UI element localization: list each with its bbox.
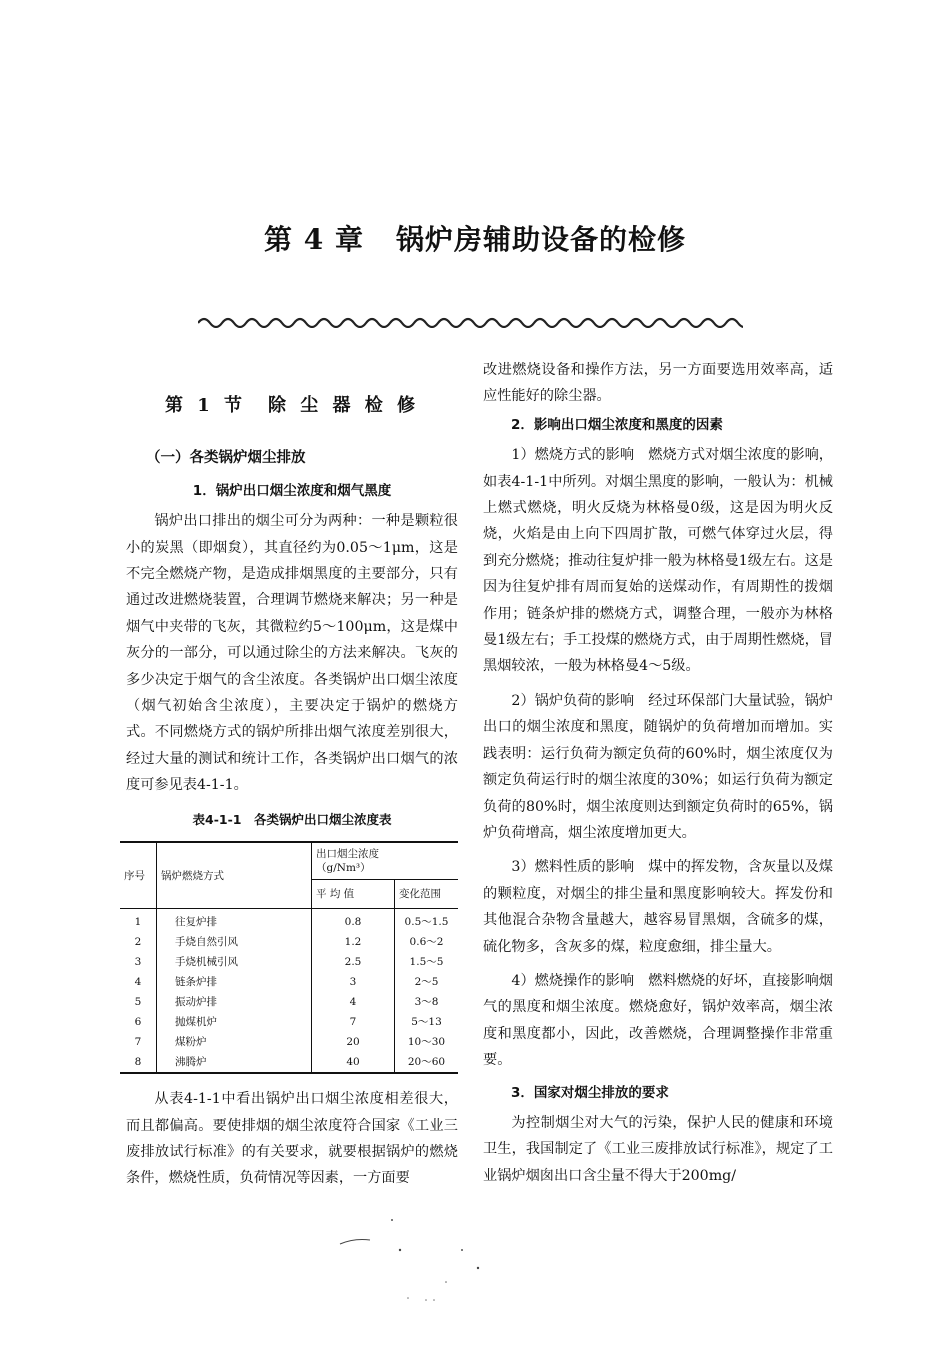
section-title: 第 1 节 除 尘 器 检 修 — [164, 395, 420, 416]
subsection-heading: （一）各类锅炉烟尘排放 — [146, 450, 306, 467]
item-combustion-operation: 4）燃烧操作的影响 燃料燃烧的好坏，直接影响烟气的黑度和烟尘浓度。燃烧愈好，锅炉效率高，烟尘浓度和黑度都小，因此，改善燃烧，合理调整操作非常重要。 — [483, 972, 833, 1069]
cell-type: 手烧机械引风 — [157, 952, 312, 972]
scan-specks — [330, 1210, 530, 1310]
left-column — [126, 360, 458, 1192]
cell-no: 6 — [120, 1012, 157, 1032]
para-continued: 改进燃烧设备和操作方法，另一方面要选用效率高，适应性能好的除尘器。 — [483, 362, 833, 405]
col-header-avg: 平 均 值 — [312, 880, 395, 909]
cell-no: 1 — [120, 909, 157, 933]
cell-avg: 3 — [312, 972, 395, 992]
cell-avg: 20 — [312, 1032, 395, 1052]
cell-no: 2 — [120, 932, 157, 952]
cell-range: 5～13 — [411, 1016, 442, 1029]
cell-no: 5 — [120, 992, 157, 1012]
cell-range: 3～8 — [414, 996, 439, 1009]
cell-type: 振动炉排 — [157, 992, 312, 1012]
cell-range: 0.6～2 — [409, 936, 444, 949]
item-combustion-method: 1）燃烧方式的影响 燃烧方式对烟尘浓度的影响，如表4-1-1中所列。对烟尘黑度的影响，一般认为：机械上燃式燃烧，明火反烧为林格曼0级，这是因为明火反烧，火焰是由上向下四周扩散，可燃气体穿过火层，得到充分燃烧；推动往复炉排一般为林格曼1级左右。这是因为往复炉排有周而复始的送煤动作，有周期性的拨烟作用；链条炉排的燃烧方式，调整合理，一般亦为林格曼1级左右；手工投煤的燃烧方式，由于周期性燃烧，冒黑烟较浓，一般为林格曼4～5级。 — [483, 447, 833, 675]
cell-range: 1.5～5 — [409, 956, 444, 969]
item-boiler-load: 2）锅炉负荷的影响 经过环保部门大量试验，锅炉出口的烟尘浓度和黑度，随锅炉的负荷增加而增加。实践表明：运行负荷为额定负荷的60%时，烟尘浓度仅为额定负荷运行时的烟尘浓度的30%；如运行负荷为额定负荷的80%时，烟尘浓度则达到额定负荷时的65%，锅炉负荷增高，烟尘浓度增加更大。 — [483, 692, 833, 841]
col-header-conc-label: 出口烟尘浓度 — [316, 848, 379, 861]
col-header-conc-unit: （g/Nm³） — [316, 862, 371, 875]
table-row — [120, 1012, 458, 1032]
col-header-range: 变化范围 — [395, 880, 459, 909]
cell-type: 手烧自然引风 — [157, 932, 312, 952]
cell-type: 煤粉炉 — [157, 1032, 312, 1052]
table-row — [120, 909, 458, 933]
cell-range: 2～5 — [414, 976, 439, 989]
cell-no: 8 — [120, 1052, 157, 1073]
cell-no: 4 — [120, 972, 157, 992]
cell-avg: 2.5 — [312, 952, 395, 972]
emission-table — [120, 841, 458, 1074]
table-row — [120, 972, 458, 992]
cell-avg: 4 — [312, 992, 395, 1012]
table-row — [120, 952, 458, 972]
para-emission-types: 锅炉出口排出的烟尘可分为两种：一种是颗粒很小的炭黑（即烟炱），其直径约为0.05～1μm，这是不完全燃烧产物，是造成排烟黑度的主要部分，只有通过改进燃烧装置，合理调节燃烧来解决；另一种是烟气中夹带的飞灰，其微粒约5～100μm，这是煤中灰分的一部分，可以通过除尘的方法来解决。飞灰的多少决定于烟气的含尘浓度。各类锅炉出口烟尘浓度（烟气初始含尘浓度），主要决定于锅炉的燃烧方式。不同燃烧方式的锅炉所排出烟气浓度差别很大，经过大量的测试和统计工作，各类锅炉出口烟气的浓度可参见表4-1-1。 — [126, 513, 458, 794]
right-column — [483, 357, 833, 1189]
sub3-title: 3．国家对烟尘排放的要求 — [511, 1084, 669, 1101]
cell-no: 7 — [120, 1032, 157, 1052]
table-caption: 表4-1-1 各类锅炉出口烟尘浓度表 — [192, 811, 392, 827]
cell-type: 沸腾炉 — [157, 1052, 312, 1073]
sub2-title: 2．影响出口烟尘浓度和黑度的因素 — [511, 416, 723, 433]
chapter-name: 锅炉房辅助设备的检修 — [395, 223, 686, 256]
cell-avg: 0.8 — [312, 909, 395, 933]
table-row — [120, 1032, 458, 1052]
table-row — [120, 1052, 458, 1073]
col-header-type: 锅炉燃烧方式 — [157, 842, 312, 909]
table-row — [120, 992, 458, 1012]
para-national-requirements: 为控制烟尘对大气的污染，保护人民的健康和环境卫生，我国制定了《工业三废排放试行标准》，规定了工业锅炉烟囱出口含尘量不得大于200mg/ — [483, 1114, 833, 1184]
table-row — [120, 932, 458, 952]
sub1-title: 1．锅炉出口烟尘浓度和烟气黑度 — [192, 482, 392, 499]
cell-range: 10～30 — [407, 1036, 446, 1049]
cell-avg: 7 — [312, 1012, 395, 1032]
chapter-title — [0, 218, 950, 258]
cell-range: 20～60 — [395, 1052, 459, 1073]
item-fuel-properties: 3）燃料性质的影响 煤中的挥发物，含灰量以及煤的颗粒度，对烟尘的排尘量和黑度影响较大。挥发份和其他混合杂物含量越大，越容易冒黑烟，含硫多的煤，硫化物多，含灰多的煤，粒度愈细，排尘量大。 — [483, 859, 833, 955]
cell-no: 3 — [120, 952, 157, 972]
col-header-no: 序号 — [120, 842, 157, 909]
para-table-analysis: 从表4-1-1中看出锅炉出口烟尘浓度相差很大，而且都偏高。要使排烟的烟尘浓度符合国家《工业三废排放试行标准》的有关要求，就要根据锅炉的燃烧条件，燃烧性质，负荷情况等因素，一方面要 — [126, 1091, 458, 1187]
cell-range: 0.5～1.5 — [404, 916, 449, 929]
ornament-divider — [198, 314, 743, 328]
cell-type: 抛煤机炉 — [157, 1012, 312, 1032]
cell-type: 往复炉排 — [157, 909, 312, 933]
col-header-conc — [312, 842, 459, 880]
cell-avg: 1.2 — [312, 932, 395, 952]
chapter-number: 第 4 章 — [264, 223, 364, 256]
cell-type: 链条炉排 — [157, 972, 312, 992]
cell-avg: 40 — [312, 1052, 395, 1073]
